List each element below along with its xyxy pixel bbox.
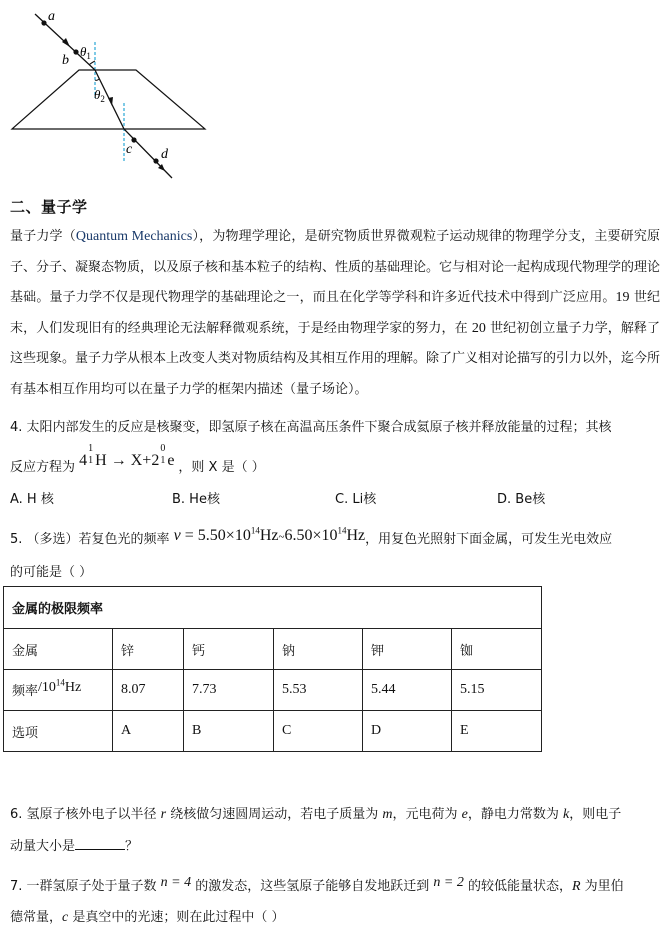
eq-coef2: 2 — [151, 452, 160, 469]
eq-h-symbol: H — [95, 452, 107, 469]
option-label: 选项 — [4, 711, 113, 752]
q7-R: R — [571, 879, 581, 894]
q7-c: 的较低能量状态， — [463, 879, 572, 894]
q4-option-b[interactable]: B. He核 — [172, 492, 220, 507]
freq-ca: 7.73 — [184, 670, 274, 711]
angle-arc-1 — [89, 61, 95, 65]
intro-text-3: 世纪末，人们发现旧有的经典理论无法解释微观系统，于是经由物理学家的努力，在 — [10, 290, 660, 336]
eq-plus: + — [142, 452, 152, 469]
refraction-diagram — [0, 0, 220, 185]
eq-e-mass: 0 — [160, 443, 166, 454]
option-c[interactable]: C — [274, 711, 363, 752]
option-b[interactable]: B — [184, 711, 274, 752]
q6-k: k — [563, 807, 570, 822]
q6-m: m — [382, 807, 393, 822]
freq-zn: 8.07 — [113, 670, 184, 711]
metal-rb: 铷 — [452, 629, 542, 670]
option-a[interactable]: A — [113, 711, 184, 752]
q4-option-a[interactable]: A. H 核 — [10, 492, 54, 507]
intro-num-20: 20 — [471, 320, 486, 336]
q4-suffix: ，则 X 是（ ） — [178, 460, 265, 475]
intro-num-19: 19 — [615, 290, 630, 305]
q7-d: 为里伯 — [580, 879, 624, 894]
q7-n1: n = 4 — [160, 875, 192, 890]
label-b: b — [62, 53, 69, 68]
q7-a: 7. 一群氢原子处于量子数 — [10, 879, 161, 894]
q7-b: 的激发态，这些氢原子能够自发地跃迁到 — [191, 879, 434, 894]
label-theta1: $\theta_1$ — [80, 44, 91, 61]
table-row-frequency — [4, 670, 542, 711]
q6-e: e — [461, 807, 468, 822]
q6-question-mark: ？ — [125, 839, 139, 854]
eq-e-charge: 1 — [160, 455, 166, 466]
q5-eq-b: Hz — [259, 527, 279, 544]
option-d[interactable]: D — [363, 711, 452, 752]
eq-e-symbol: e — [167, 452, 175, 469]
threshold-frequency-table — [3, 586, 542, 752]
q4-option-d[interactable]: D. Be核 — [497, 492, 546, 507]
intro-english-term: Quantum Mechanics — [75, 229, 193, 244]
ray-arrow-1 — [62, 38, 70, 47]
q5-exp1: 14 — [250, 525, 260, 536]
q4-prefix: 反应方程为 — [10, 460, 76, 475]
eq-h-mass: 1 — [88, 443, 94, 454]
metal-zn: 锌 — [113, 629, 184, 670]
freq-na: 5.53 — [274, 670, 363, 711]
q7-c-var: c — [62, 910, 69, 925]
eq-h-charge: 1 — [88, 455, 94, 466]
metal-label: 金属 — [4, 629, 113, 670]
intro-paragraph — [10, 222, 660, 405]
q4-equation — [79, 443, 178, 469]
q4-line2 — [10, 443, 265, 476]
q5-exp2: 14 — [337, 525, 347, 536]
q7-line2b: 是真空中的光速；则在此过程中（ ） — [68, 910, 285, 925]
q5-tilde: ~ — [278, 531, 285, 543]
q6-a: 6. 氢原子核外电子以半径 — [10, 807, 161, 822]
option-e[interactable]: E — [452, 711, 542, 752]
q5-nu: ν — [173, 527, 181, 544]
metal-ca: 钙 — [184, 629, 274, 670]
q5-eq-c: 6.50×10 — [284, 527, 338, 544]
q6-d: ，静电力常数为 — [467, 807, 564, 822]
q6-line2 — [10, 835, 138, 854]
eq-e-nuclide-indices — [159, 443, 167, 467]
eq-h-nuclide-indices — [87, 443, 95, 467]
point-b — [73, 49, 78, 54]
freq-rb: 5.15 — [452, 670, 542, 711]
q5-suffix: ，用复色光照射下面金属，可发生光电效应 — [365, 532, 613, 547]
metal-k: 钾 — [363, 629, 452, 670]
q5-line1 — [10, 525, 613, 548]
q5-eq-d: Hz — [346, 527, 366, 544]
label-theta2: $\theta_2$ — [94, 87, 105, 104]
frequency-label — [4, 670, 113, 711]
q5-frequency-range — [174, 527, 365, 544]
metal-na: 钠 — [274, 629, 363, 670]
table-row-metals — [4, 629, 542, 670]
intro-text-1: 量子力学（ — [10, 229, 76, 244]
trapezoid-prism — [12, 70, 205, 129]
q6-b: 绕核做匀速圆周运动，若电子质量为 — [166, 807, 383, 822]
point-a — [41, 20, 46, 25]
q4-option-c[interactable]: C. Li核 — [335, 492, 377, 507]
q6-c: ，元电荷为 — [392, 807, 462, 822]
table-title-row — [4, 587, 542, 629]
eq-x: X — [130, 452, 143, 469]
intro-text-4: 世纪初创立量子力学，解释了这些现象。量子力学从根本上改变人类对物质结构及其相互作用的理解。除了广义相对论描写的引力以外，迄今所有基本相互作用均可以在量子力学的框架内描述（量子场论）。 — [10, 320, 661, 397]
section-title: 二、量子学 — [10, 198, 88, 216]
q5-line2: 的可能是（ ） — [10, 565, 93, 580]
q7-line1 — [10, 875, 624, 895]
q6-answer-blank[interactable] — [75, 837, 125, 850]
freq-k: 5.44 — [363, 670, 452, 711]
unit-b: Hz — [64, 680, 82, 695]
unit-exp: 14 — [55, 677, 65, 688]
q6-f: ，则电子 — [569, 807, 622, 822]
q5-eq-a: = 5.50×10 — [180, 527, 251, 544]
frequency-label-text: 频率 — [12, 684, 39, 699]
q7-line2a: 德常量， — [10, 910, 63, 925]
q7-n2: n = 2 — [433, 875, 464, 890]
label-a: a — [48, 9, 55, 24]
q5-prefix: 5. （多选）若复色光的频率 — [10, 532, 174, 547]
table-row-options — [4, 711, 542, 752]
frequency-unit — [38, 677, 82, 695]
eq-coef1: 4 — [79, 452, 88, 469]
q6-line2-text: 动量大小是 — [10, 839, 76, 854]
point-d — [153, 158, 158, 163]
eq-arrow: → — [110, 452, 127, 469]
label-c: c — [126, 142, 133, 157]
q4-line1: 4. 太阳内部发生的反应是核聚变，即氢原子核在高温高压条件下聚合成氦原子核并释放能量的过程；其核 — [10, 420, 612, 435]
table-title: 金属的极限频率 — [4, 587, 542, 629]
unit-a: /10 — [38, 680, 56, 695]
q6-line1 — [10, 803, 621, 823]
intro-text-2: ），为物理学理论，是研究物质世界微观粒子运动规律的物理学分支，主要研究原子、分子、凝聚态物质，以及原子核和基本粒子的结构、性质的基础理论。它与相对论一起构成现代物理学的理论基础。量子力学不仅是现代物理学的基础理论之一，而且在化学等学科和许多近代技术中得到广泛应用。 — [10, 229, 661, 305]
q7-line2 — [10, 906, 285, 926]
label-d: d — [161, 147, 168, 162]
q6-r: r — [160, 807, 167, 822]
